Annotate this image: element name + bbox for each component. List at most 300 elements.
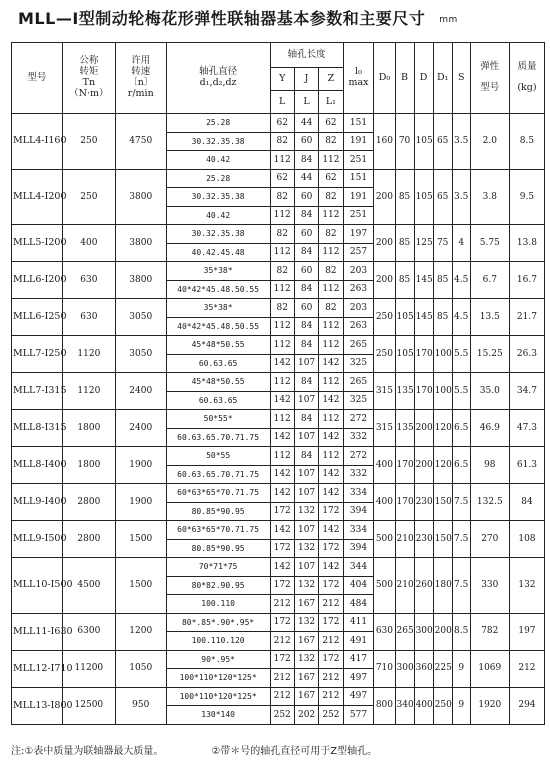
cell-d1: 150 [433,484,452,521]
cell-length-y: 82 [270,299,294,318]
cell-length-y: 62 [270,114,294,133]
cell-l0-max: 344 [343,558,374,577]
cell-length-j: 84 [294,317,318,336]
cell-d1: 150 [433,521,452,558]
cell-l0-max: 257 [343,243,374,262]
cell-bore-diameter: 70*71*75 [166,558,270,577]
cell-length-y: 142 [270,521,294,540]
cell-l0-max: 417 [343,650,374,669]
cell-bore-diameter: 40.42 [166,151,270,170]
cell-s: 4.5 [452,262,470,299]
cell-d1: 120 [433,447,452,484]
cell-torque: 1800 [62,447,115,484]
cell-bore-diameter: 100.110.120 [166,632,270,651]
cell-length-z: 62 [319,169,343,188]
cell-length-j: 60 [294,262,318,281]
cell-d: 200 [414,410,433,447]
cell-l0-max: 251 [343,206,374,225]
cell-elastic-model: 1920 [470,687,509,724]
cell-torque: 400 [62,225,115,262]
cell-length-y: 212 [270,632,294,651]
header-d0: D₀ [374,43,395,114]
cell-length-j: 132 [294,650,318,669]
cell-mass: 47.3 [509,410,544,447]
table-row [12,114,545,133]
cell-length-y: 112 [270,151,294,170]
cell-l0-max: 263 [343,280,374,299]
cell-l0-max: 334 [343,521,374,540]
cell-length-y: 82 [270,132,294,151]
cell-s: 7.5 [452,521,470,558]
cell-length-z: 142 [319,391,343,410]
cell-bore-diameter: 130*140 [166,706,270,725]
cell-torque: 4500 [62,558,115,614]
cell-length-y: 112 [270,206,294,225]
cell-l0-max: 251 [343,151,374,170]
cell-bore-diameter: 80.85*90.95 [166,539,270,558]
cell-length-j: 107 [294,428,318,447]
cell-length-y: 112 [270,373,294,392]
table-row [12,169,545,188]
cell-bore-diameter: 100*110*120*125* [166,687,270,706]
cell-bore-diameter: 60.63.65.70.71.75 [166,465,270,484]
cell-d1: 65 [433,114,452,170]
table-row [12,613,545,632]
cell-length-z: 212 [319,595,343,614]
cell-length-z: 172 [319,613,343,632]
cell-length-j: 107 [294,484,318,503]
header-length-j: L [294,91,318,114]
page-title [18,6,538,36]
cell-elastic-model: 6.7 [470,262,509,299]
cell-length-z: 82 [319,132,343,151]
header-torque-line: 公称 [79,55,99,67]
cell-length-j: 132 [294,502,318,521]
cell-l0-max: 332 [343,465,374,484]
cell-length-z: 212 [319,669,343,688]
table-row [12,687,545,706]
cell-bore-diameter: 45*48*50.55 [166,373,270,392]
table-row [12,484,545,503]
cell-s: 5.5 [452,373,470,410]
cell-length-y: 112 [270,336,294,355]
cell-length-j: 132 [294,613,318,632]
header-mass-line: (kg) [517,82,537,94]
header-torque-line: （N·m） [69,87,109,99]
cell-length-z: 172 [319,576,343,595]
table-row [12,447,545,466]
cell-length-z: 112 [319,280,343,299]
cell-length-z: 142 [319,354,343,373]
cell-torque: 1120 [62,373,115,410]
cell-bore-diameter: 60.63.65.70.71.75 [166,428,270,447]
cell-mass: 13.8 [509,225,544,262]
header-mass-line: 质量 [517,60,537,72]
cell-d0: 200 [374,225,395,262]
cell-bore-diameter: 40*42*45.48.50.55 [166,317,270,336]
cell-mass: 294 [509,687,544,724]
cell-s: 6.5 [452,447,470,484]
cell-l0-max: 325 [343,391,374,410]
cell-elastic-model: 330 [470,558,509,614]
cell-mass: 9.5 [509,169,544,225]
cell-length-z: 112 [319,317,343,336]
cell-torque: 6300 [62,613,115,650]
cell-length-j: 44 [294,114,318,133]
cell-model: MLL11-Ⅰ630 [12,613,63,650]
header-y: Y [270,68,294,91]
header-speed-line: r/min [127,87,154,99]
header-elastic-line: 弹性 [480,60,500,72]
cell-d1: 85 [433,262,452,299]
cell-length-y: 172 [270,539,294,558]
cell-b: 210 [395,558,414,614]
cell-mass: 197 [509,613,544,650]
cell-mass: 108 [509,521,544,558]
cell-torque: 250 [62,169,115,225]
cell-b: 340 [395,687,414,724]
cell-l0-max: 394 [343,539,374,558]
cell-s: 6.5 [452,410,470,447]
cell-b: 105 [395,299,414,336]
cell-length-z: 112 [319,336,343,355]
cell-length-y: 142 [270,558,294,577]
cell-length-z: 112 [319,373,343,392]
header-l0-line: l₀ [355,66,362,78]
cell-d1: 75 [433,225,452,262]
cell-d1: 85 [433,299,452,336]
cell-b: 105 [395,336,414,373]
cell-mass: 16.7 [509,262,544,299]
cell-length-j: 132 [294,576,318,595]
cell-d1: 250 [433,687,452,724]
cell-length-z: 112 [319,410,343,429]
cell-length-y: 172 [270,502,294,521]
cell-bore-diameter: 45*48*50.55 [166,336,270,355]
cell-d: 360 [414,650,433,687]
header-length-z: L₁ [319,91,343,114]
cell-length-j: 60 [294,132,318,151]
cell-d: 230 [414,521,433,558]
header-bore-line: d₁,d₂,dz [199,77,237,88]
cell-length-z: 82 [319,262,343,281]
cell-torque: 11200 [62,650,115,687]
cell-l0-max: 334 [343,484,374,503]
cell-length-y: 172 [270,576,294,595]
cell-model: MLL6-Ⅰ250 [12,299,63,336]
cell-bore-diameter: 25.28 [166,114,270,133]
cell-l0-max: 272 [343,410,374,429]
cell-speed: 1500 [115,521,166,558]
cell-d1: 65 [433,169,452,225]
cell-length-y: 142 [270,484,294,503]
cell-bore-diameter: 40.42 [166,206,270,225]
cell-length-y: 112 [270,243,294,262]
cell-d0: 250 [374,299,395,336]
cell-model: MLL4-Ⅰ160 [12,114,63,170]
cell-d0: 400 [374,484,395,521]
cell-bore-diameter: 60.63.65 [166,391,270,410]
footnote [11,742,545,760]
cell-length-y: 82 [270,262,294,281]
cell-length-z: 112 [319,447,343,466]
cell-length-j: 84 [294,336,318,355]
cell-bore-diameter: 35*38* [166,262,270,281]
cell-speed: 950 [115,687,166,724]
cell-length-z: 142 [319,428,343,447]
cell-length-y: 112 [270,280,294,299]
cell-elastic-model: 270 [470,521,509,558]
cell-length-j: 84 [294,280,318,299]
cell-d0: 200 [374,262,395,299]
cell-b: 135 [395,373,414,410]
cell-d1: 120 [433,410,452,447]
cell-d0: 710 [374,650,395,687]
table-row [12,650,545,669]
cell-length-z: 112 [319,206,343,225]
cell-speed: 3800 [115,169,166,225]
cell-length-y: 172 [270,613,294,632]
cell-length-z: 142 [319,465,343,484]
header-d: D [414,43,433,114]
cell-length-y: 142 [270,391,294,410]
cell-length-y: 142 [270,465,294,484]
cell-model: MLL7-Ⅰ315 [12,373,63,410]
header-torque [62,43,115,114]
cell-elastic-model: 15.25 [470,336,509,373]
cell-elastic-model: 35.0 [470,373,509,410]
cell-d: 300 [414,613,433,650]
cell-d: 105 [414,114,433,170]
table-row [12,262,545,281]
cell-speed: 2400 [115,373,166,410]
cell-bore-diameter: 80*.85*.90*.95* [166,613,270,632]
cell-length-y: 82 [270,225,294,244]
cell-d0: 500 [374,521,395,558]
cell-d1: 100 [433,336,452,373]
cell-length-z: 172 [319,502,343,521]
cell-length-j: 84 [294,151,318,170]
cell-s: 8.5 [452,613,470,650]
cell-mass: 8.5 [509,114,544,170]
cell-model: MLL10-Ⅰ500 [12,558,63,614]
cell-length-z: 172 [319,539,343,558]
header-z: Z [319,68,343,91]
cell-torque: 1120 [62,336,115,373]
table-header [12,43,545,114]
cell-length-z: 62 [319,114,343,133]
cell-length-j: 84 [294,206,318,225]
cell-length-j: 44 [294,169,318,188]
unit-label: mm [439,14,458,25]
cell-d: 170 [414,336,433,373]
cell-l0-max: 484 [343,595,374,614]
header-torque-line: Tn [82,77,96,88]
cell-length-j: 167 [294,669,318,688]
cell-d1: 200 [433,613,452,650]
footnote-1: 注:①表中质量为联轴器最大质量。 [11,746,164,757]
cell-length-z: 142 [319,484,343,503]
cell-b: 85 [395,262,414,299]
cell-elastic-model: 46.9 [470,410,509,447]
cell-l0-max: 404 [343,576,374,595]
cell-d: 105 [414,169,433,225]
cell-d0: 800 [374,687,395,724]
cell-model: MLL9-Ⅰ500 [12,521,63,558]
cell-l0-max: 265 [343,336,374,355]
cell-b: 135 [395,410,414,447]
cell-length-z: 172 [319,650,343,669]
cell-speed: 4750 [115,114,166,170]
header-speed-line: 〔n〕 [128,77,154,88]
cell-speed: 1500 [115,558,166,614]
cell-speed: 1200 [115,613,166,650]
cell-bore-diameter: 60*63*65*70.71.75 [166,521,270,540]
cell-l0-max: 325 [343,354,374,373]
cell-mass: 84 [509,484,544,521]
header-l0-line: max [348,77,369,88]
cell-speed: 2400 [115,410,166,447]
table-row [12,373,545,392]
cell-b: 70 [395,114,414,170]
cell-s: 4.5 [452,299,470,336]
cell-speed: 3800 [115,262,166,299]
cell-length-y: 212 [270,687,294,706]
cell-model: MLL8-Ⅰ315 [12,410,63,447]
cell-mass: 132 [509,558,544,614]
cell-mass: 34.7 [509,373,544,410]
table-row [12,410,545,429]
header-bore-length: 轴孔长度 [270,43,343,68]
cell-l0-max: 332 [343,428,374,447]
header-speed-line: 转速 [131,66,151,78]
cell-model: MLL6-Ⅰ200 [12,262,63,299]
header-bore [166,43,270,114]
cell-elastic-model: 2.0 [470,114,509,170]
cell-d0: 200 [374,169,395,225]
cell-d: 145 [414,299,433,336]
cell-length-z: 82 [319,299,343,318]
cell-bore-diameter: 100.110 [166,595,270,614]
table-row [12,336,545,355]
header-bore-line: 轴孔直径 [199,66,238,78]
cell-elastic-model: 782 [470,613,509,650]
cell-bore-diameter: 80.85*90.95 [166,502,270,521]
cell-bore-diameter: 40*42*45.48.50.55 [166,280,270,299]
cell-elastic-model: 1069 [470,650,509,687]
cell-d0: 315 [374,373,395,410]
cell-bore-diameter: 60*63*65*70.71.75 [166,484,270,503]
table-row [12,558,545,577]
cell-mass: 61.3 [509,447,544,484]
cell-bore-diameter: 60.63.65 [166,354,270,373]
cell-elastic-model: 132.5 [470,484,509,521]
cell-length-z: 252 [319,706,343,725]
cell-length-z: 142 [319,558,343,577]
cell-model: MLL7-Ⅰ250 [12,336,63,373]
cell-l0-max: 203 [343,262,374,281]
cell-d: 400 [414,687,433,724]
cell-s: 3.5 [452,114,470,170]
cell-length-y: 252 [270,706,294,725]
cell-length-j: 107 [294,391,318,410]
cell-length-j: 167 [294,632,318,651]
cell-s: 3.5 [452,169,470,225]
cell-b: 85 [395,225,414,262]
cell-l0-max: 151 [343,169,374,188]
cell-b: 170 [395,447,414,484]
cell-bore-diameter: 25.28 [166,169,270,188]
cell-elastic-model: 3.8 [470,169,509,225]
footnote-2: ②带＊号的轴孔直径可用于Z型轴孔。 [211,746,378,757]
cell-length-y: 62 [270,169,294,188]
cell-bore-diameter: 90*.95* [166,650,270,669]
cell-model: MLL12-Ⅰ710 [12,650,63,687]
cell-l0-max: 191 [343,188,374,207]
cell-length-j: 107 [294,465,318,484]
cell-torque: 630 [62,299,115,336]
spec-table [11,42,545,725]
cell-s: 9 [452,687,470,724]
cell-length-y: 212 [270,595,294,614]
cell-b: 210 [395,521,414,558]
cell-length-z: 212 [319,632,343,651]
cell-l0-max: 497 [343,669,374,688]
cell-mass: 26.3 [509,336,544,373]
cell-bore-diameter: 30.32.35.38 [166,132,270,151]
cell-d0: 160 [374,114,395,170]
title-text: MLL—Ⅰ型制动轮梅花形弹性联轴器基本参数和主要尺寸 [18,9,426,28]
cell-speed: 1900 [115,447,166,484]
cell-l0-max: 411 [343,613,374,632]
cell-length-z: 112 [319,151,343,170]
cell-length-z: 142 [319,521,343,540]
cell-length-y: 212 [270,669,294,688]
cell-length-y: 112 [270,410,294,429]
cell-d: 170 [414,373,433,410]
cell-length-j: 167 [294,595,318,614]
cell-length-j: 107 [294,558,318,577]
header-speed-line: 许用 [131,55,151,67]
cell-d: 260 [414,558,433,614]
cell-b: 265 [395,613,414,650]
cell-bore-diameter: 30.32.35.38 [166,188,270,207]
cell-elastic-model: 5.75 [470,225,509,262]
cell-l0-max: 497 [343,687,374,706]
header-mass [509,43,544,114]
cell-model: MLL13-Ⅰ800 [12,687,63,724]
cell-length-j: 60 [294,225,318,244]
cell-length-z: 112 [319,243,343,262]
cell-l0-max: 203 [343,299,374,318]
header-b: B [395,43,414,114]
header-elastic [470,43,509,114]
cell-length-j: 167 [294,687,318,706]
header-length-y: L [270,91,294,114]
cell-torque: 2800 [62,521,115,558]
header-j: J [294,68,318,91]
cell-bore-diameter: 30.32.35.38 [166,225,270,244]
header-speed [115,43,166,114]
cell-elastic-model: 13.5 [470,299,509,336]
cell-d1: 225 [433,650,452,687]
cell-length-y: 112 [270,317,294,336]
cell-length-y: 142 [270,354,294,373]
cell-bore-diameter: 50*55* [166,410,270,429]
cell-torque: 630 [62,262,115,299]
cell-length-j: 132 [294,539,318,558]
cell-d0: 250 [374,336,395,373]
